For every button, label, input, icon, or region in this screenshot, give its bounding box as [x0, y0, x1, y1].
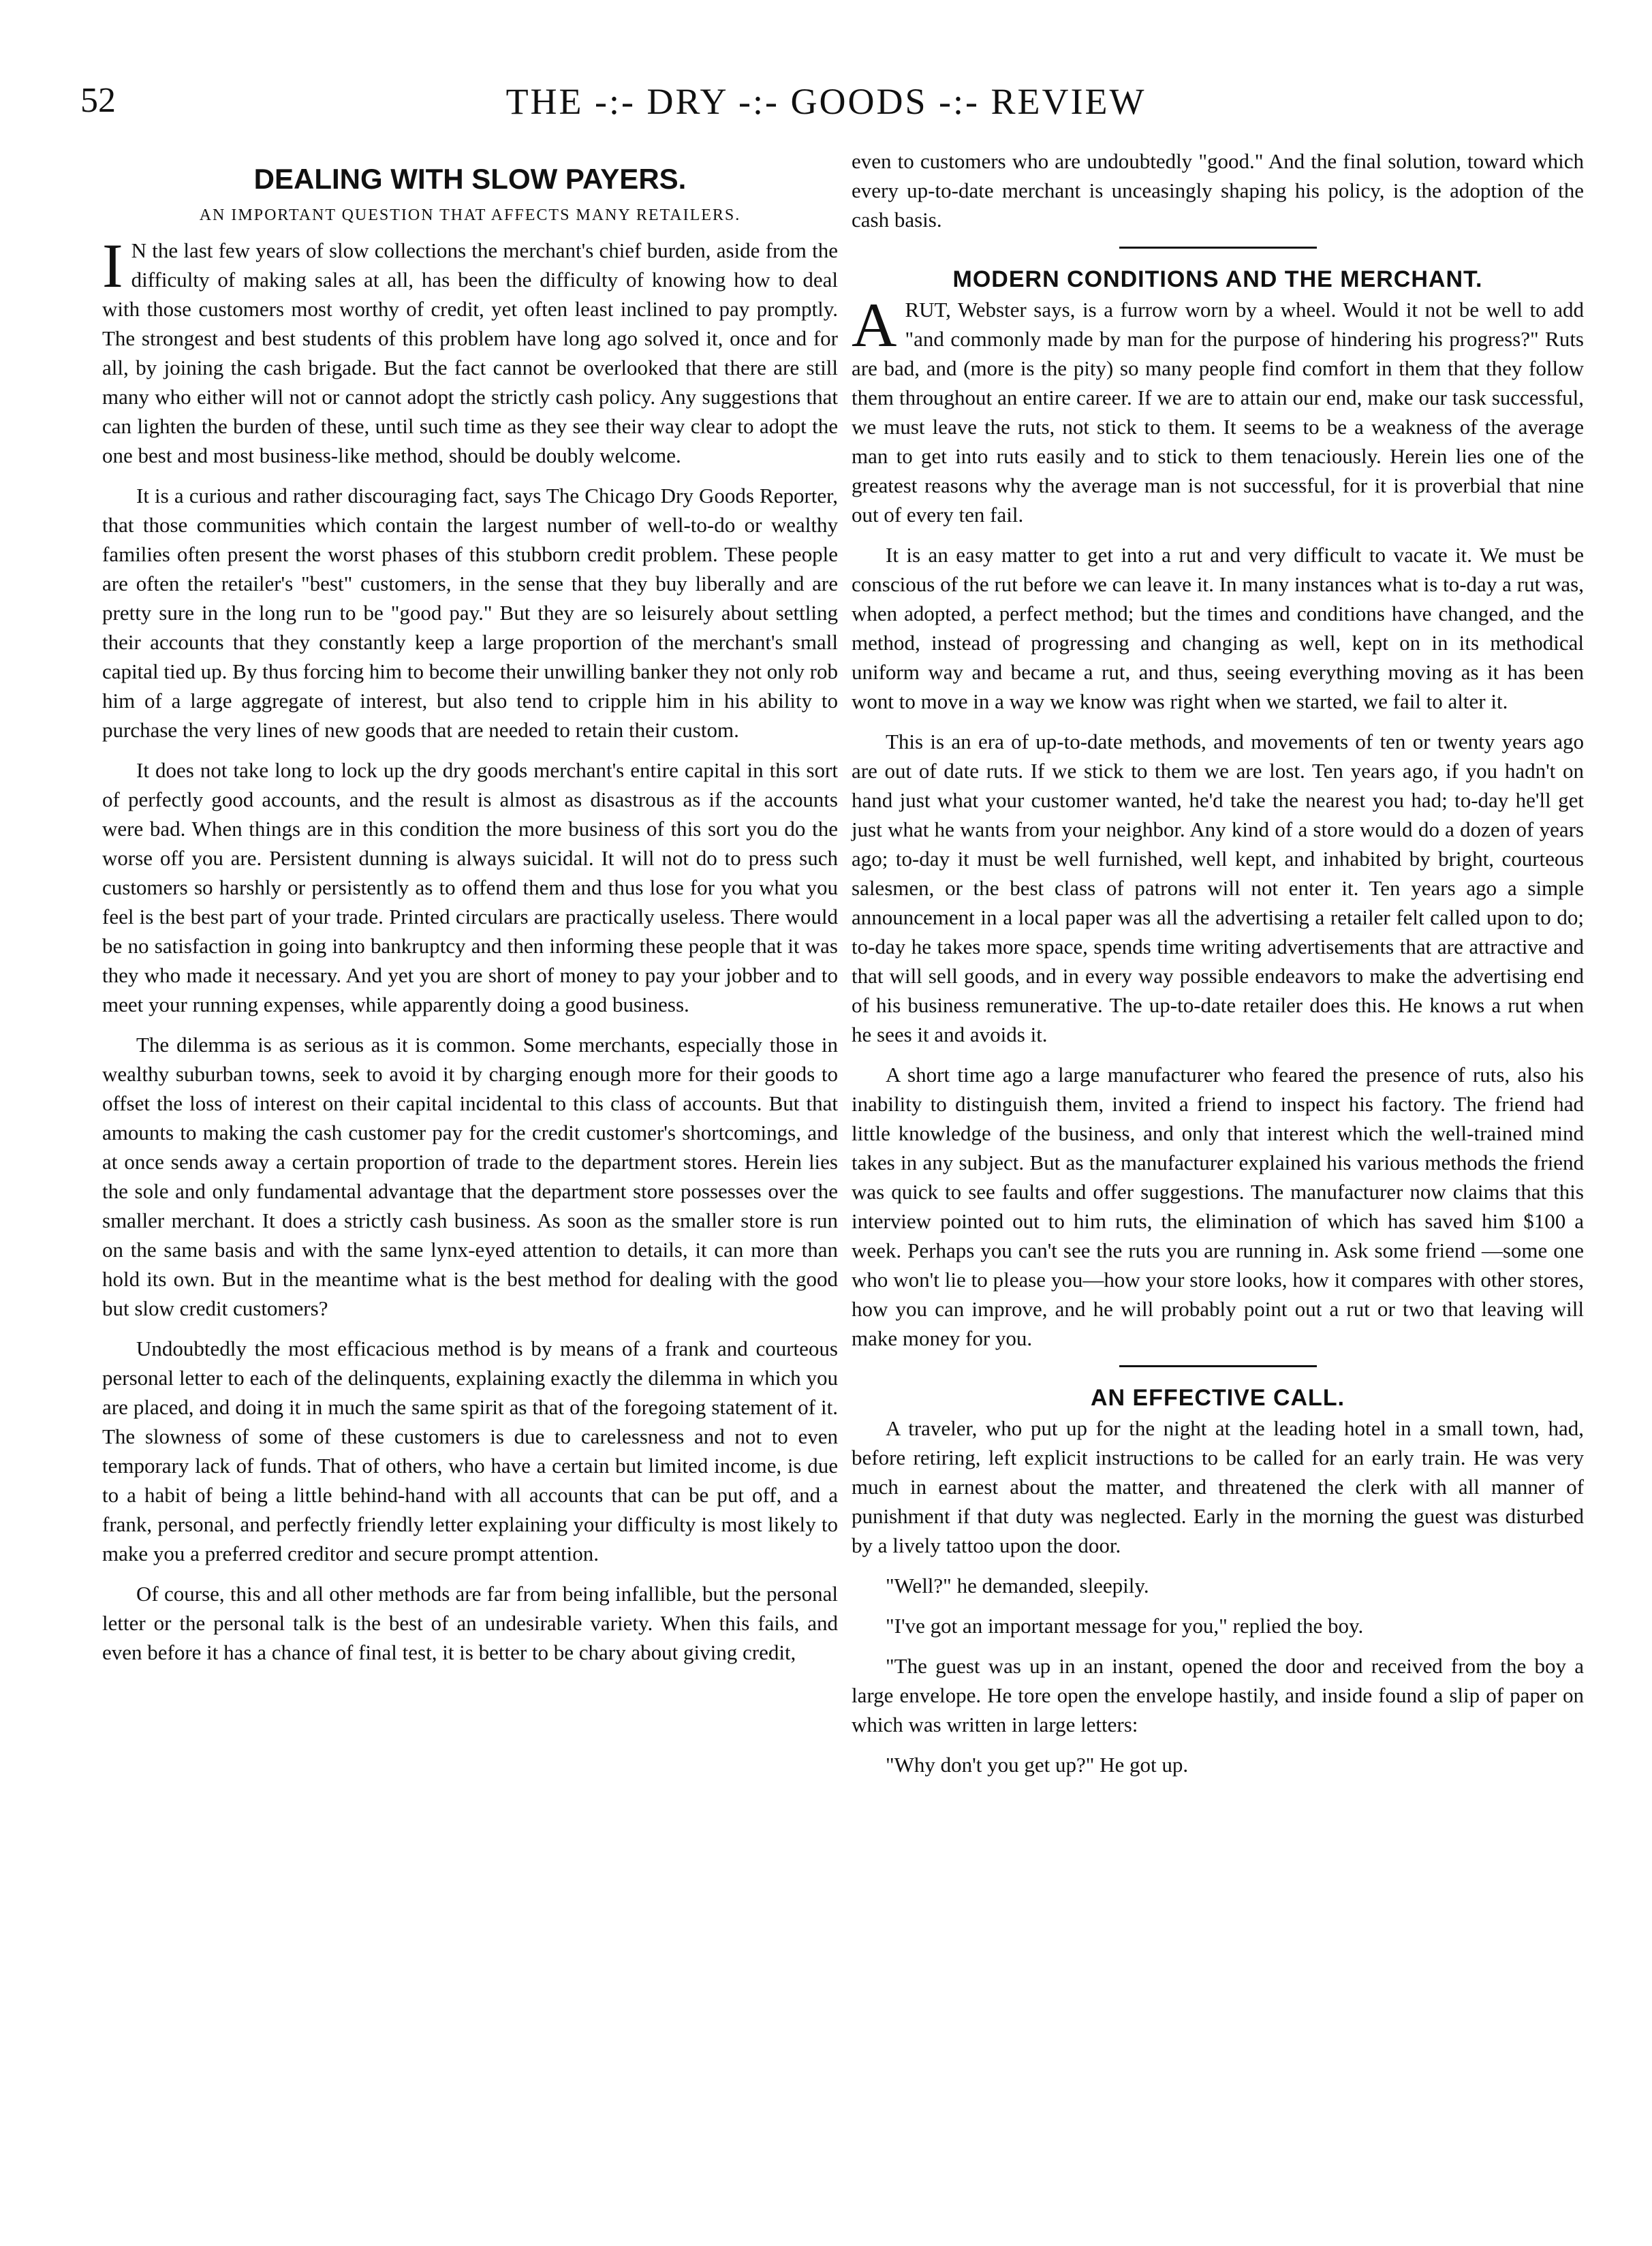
paragraph: "I've got an important message for you," replied the boy.: [886, 1614, 1364, 1638]
paragraph: A short time ago a large manufacturer who feared the presence of ruts, also his inability to distinguish them, invited a friend to inspect his factory. The friend had little knowledge of the business, and only that interest which the well-trained mind takes in any subject. But as the manufacturer explained his various methods the friend was quick to see faults and offer suggestions. The manufacturer now claims that this interview pointed out to him ruts, the elimination of which has saved him $100 a week. Perhaps you can't see the ruts you are running in. Ask some friend —some one who won't lie to please you—how your store looks, how it compares with other stores, how you can improve, and he will probably point out a rut or two that leaving will make money for you.: [852, 1063, 1584, 1350]
paragraph-continuation: even to customers who are undoubtedly "good." And the final solution, toward which every up-to-date merchant is unceasingly shaping his policy, is the adoption of the cash basis.: [852, 149, 1584, 232]
paragraph: A traveler, who put up for the night at the leading hotel in a small town, had, before retiring, left explicit instructions to be called for an early train. He was very much in earnest about the matter, and threatened the clerk with all manner of punishment if that duty was neglected. Early in the morning the guest was disturbed by a lively tattoo upon the door.: [852, 1416, 1584, 1557]
paragraph: "The guest was up in an instant, opened the door and received from the boy a large envelope. He tore open the envelope hastily, and inside found a slip of paper on which was written in large letters:: [852, 1654, 1584, 1736]
article-subtitle: AN IMPORTANT QUESTION THAT AFFECTS MANY RETAILERS.: [199, 206, 741, 224]
paragraph: "Well?" he demanded, sleepily.: [886, 1574, 1149, 1597]
paragraph: [852, 290, 1584, 529]
paragraph: It does not take long to lock up the dry goods merchant's entire capital in this sort of perfectly good accounts, and the result is almost as disastrous as if the accounts were bad. When things are in this condition the more business of this sort you do the worse off you are. Persistent dunning is always suicidal. It will not do to press such customers so harshly or persistently as to offend them and thus lose for you what you feel is the best part of your trade. Printed circulars are practically useless. There would be no satisfaction in going into bankruptcy and then informing these people that it was they who made it necessary. And yet you are short of money to pay your jobber and to meet your running expenses, while apparently doing a good business.: [102, 758, 838, 1016]
paragraph: [102, 231, 838, 470]
paragraph: It is an easy matter to get into a rut and very difficult to vacate it. We must be conscious of the rut before we can leave it. In many instances what is to-day a rut was, when adopted, a perfect method; but the times and conditions have changed, and the method, instead of progressing and changing as well, kept on in its methodical uniform way and became a rut, and thus, seeing everything moving as it has been wont to move in a way we know was right when we started, we fail to alter it.: [852, 543, 1584, 713]
paragraph-text: RUT, Webster says, is a furrow worn by a wheel. Would it not be well to add "and commonly made by man for the purpose of hindering his progress?" Ruts are bad, and (more is the pity) so many people find comfort in them that they follow them throughout an entire career. If we are to attain our end, make our task successful, we must leave the ruts, not stick to them. It seems to be a weakness of the average man to get into ruts easily and to stick to them tenaciously. Herein lies one of the greatest reasons why the average man is not successful, for it is proverbial that nine out of every ten fail.: [852, 298, 1584, 527]
paragraph-text: N the last few years of slow collections the merchant's chief burden, aside from the difficulty of making sales at all, has been the difficulty of knowing how to deal with those customers most worthy of credit, yet often least inclined to pay promptly. The strongest and best students of this problem have long ago solved it, once and for all, by joining the cash brigade. But the fact cannot be overlooked that there are still many who either will not or cannot adopt the strictly cash policy. Any suggestions that can lighten the burden of these, until such time as they see their way clear to adopt the one best and most business-like method, should be doubly welcome.: [102, 238, 838, 467]
article-title-modern-conditions: MODERN CONDITIONS AND THE MERCHANT.: [952, 266, 1483, 292]
drop-cap: A: [852, 290, 897, 360]
drop-cap: I: [102, 231, 123, 300]
right-column: [852, 146, 1584, 1790]
paragraph: The dilemma is as serious as it is common. Some merchants, especially those in wealthy suburban towns, seek to avoid it by charging enough more for their goods to offset the loss of interest on their capital incidental to this class of accounts. But that amounts to making the cash customer pay for the credit customer's shortcomings, and at once sends away a certain proportion of trade to the department stores. Herein lies the sole and only fundamental advantage that the department store possesses over the smaller merchant. It does a strictly cash business. As soon as the smaller store is run on the same basis and with the same lynx-eyed attention to details, it can more than hold its own. But in the meantime what is the best method for dealing with the good but slow credit customers?: [102, 1033, 838, 1320]
paragraph: Of course, this and all other methods are far from being infallible, but the personal letter or the personal talk is the best of an undesirable variety. When this fails, and even before it has a chance of final test, it is better to be chary about giving credit,: [102, 1582, 838, 1664]
paragraph: "Why don't you get up?" He got up.: [886, 1753, 1189, 1777]
paragraph: It is a curious and rather discouraging fact, says The Chicago Dry Goods Reporter, that those communities which contain the largest number of well-to-do or wealthy families often present the worst phases of this stubborn credit problem. These people are often the retailer's "best" customers, in the sense that they buy liberally and are pretty sure in the long run to be "good pay." But they are so leisurely about settling their accounts that they constantly keep a large proportion of the merchant's small capital tied up. By thus forcing him to become their unwilling banker they not only rob him of a large aggregate of interest, but also tend to cripple him in his ability to purchase the very lines of new goods that are needed to retain their custom.: [102, 484, 838, 742]
article-title-slow-payers: DEALING WITH SLOW PAYERS.: [253, 163, 687, 195]
left-column: [102, 146, 838, 1678]
page-header: [0, 80, 1652, 142]
paragraph: Undoubtedly the most efficacious method is by means of a frank and courteous personal letter to each of the delinquents, explaining exactly the dilemma in which you are placed, and doing it in much the same spirit as that of the foregoing statement of it. The slowness of some of these customers is due to carelessness and not to even temporary lack of funds. That of others, who have a certain but limited income, is due to a habit of being a little behind-hand with all accounts that can be put off, and a frank, personal, and perfectly friendly letter explaining your difficulty is most likely to make you a preferred creditor and secure prompt attention.: [102, 1337, 838, 1565]
page-number: 52: [80, 81, 116, 120]
article-title-effective-call: AN EFFECTIVE CALL.: [1090, 1385, 1345, 1411]
paragraph: This is an era of up-to-date methods, and movements of ten or twenty years ago are out of date ruts. If we stick to them we are lost. Ten years ago, if you hadn't on hand just what your customer wanted, he'd take the nearest you had; to-day he'll get just what he wants from your neighbor. Any kind of a store would do a dozen of years ago; to-day it must be well furnished, well kept, and inhabited by bright, courteous salesmen, or the best class of patrons will not enter it. Ten years ago a simple announcement in a local paper was all the advertising a retailer felt called upon to do; to-day he takes more space, spends time writing advertisements that are attractive and that will sell goods, and in every way possible endeavors to make the advertising end of his business remunerative. The up-to-date retailer does this. He knows a rut when he sees it and avoids it.: [852, 730, 1584, 1046]
section-divider: [1119, 1365, 1317, 1367]
section-divider: [1119, 247, 1317, 249]
running-title: THE -:- DRY -:- GOODS -:- REVIEW: [505, 81, 1147, 122]
